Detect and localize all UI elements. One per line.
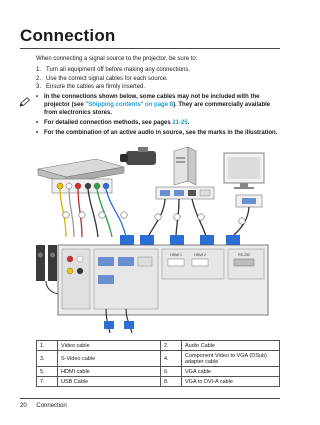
- cable-number: 5.: [37, 367, 58, 377]
- note-item: [36, 120, 284, 128]
- cable-number: 4.: [161, 351, 182, 367]
- note-text: ). They are commercially available from electronics stores.: [44, 101, 271, 116]
- cable-name: Video cable: [58, 341, 161, 351]
- step-item: [36, 66, 190, 75]
- note-pencil-icon: [19, 97, 31, 107]
- computer-tower-illustration: [174, 147, 196, 185]
- footer-section: Connection: [36, 403, 67, 409]
- monitor-illustration: [224, 153, 264, 189]
- note-text: In the connections shown below, some cables may not be included with the projector (see: [44, 94, 260, 108]
- step-text: Use the correct signal cables for each source.: [46, 75, 168, 82]
- step-item: [36, 83, 190, 92]
- step-number: 2.: [36, 75, 42, 82]
- cable-number: 3.: [37, 351, 58, 367]
- hdmi2-port-label: HDMI 2: [194, 253, 206, 257]
- step-item: [36, 75, 190, 84]
- cable-number: 2.: [161, 341, 182, 351]
- cable-number-markers: [63, 212, 245, 224]
- note-text: For detailed connection methods, see pages: [44, 119, 173, 126]
- cable-number: 6.: [161, 367, 182, 377]
- cable-name: HDMI cable: [58, 367, 161, 377]
- step-text: Turn all equipment off before making any connections.: [46, 67, 191, 73]
- pages-link[interactable]: 21-25: [172, 119, 188, 126]
- note-item: [36, 94, 284, 117]
- intro-text: When connecting a signal source to the projector, be sure to:: [36, 56, 198, 62]
- projector-rear-panel: [58, 245, 268, 315]
- cable-number: 1.: [37, 341, 58, 351]
- page-footer: [20, 403, 67, 409]
- connection-diagram: [36, 145, 270, 335]
- cable-bundle: [60, 189, 249, 237]
- title-rule: [20, 48, 280, 49]
- note-item: • For the combination of an active audio in source, see the marks in the illustration.: [36, 130, 284, 138]
- step-number: 3.: [36, 84, 42, 90]
- page-title: Connection: [20, 26, 116, 45]
- page-number: 20: [20, 403, 27, 409]
- notes-list: [36, 94, 284, 140]
- cable-number: 8.: [161, 377, 182, 387]
- cable-name: VGA cable: [182, 367, 280, 377]
- table-row: [37, 377, 280, 387]
- cable-legend-table: [36, 340, 280, 387]
- cable-name: Component Video to VGA (DSub) adapter cable: [182, 351, 280, 367]
- camcorder-illustration: [120, 147, 156, 165]
- cable-number: 7.: [37, 377, 58, 387]
- cable-name: S-Video cable: [58, 351, 161, 367]
- note-text: .: [187, 119, 190, 126]
- hdmi1-port-label: HDMI 1: [170, 253, 182, 257]
- step-text: Ensure the cables are firmly inserted.: [46, 84, 146, 90]
- footer-rule: [20, 398, 280, 399]
- step-number: 1.: [36, 67, 42, 73]
- rs232-port-label: RS-232: [238, 253, 250, 257]
- shipping-contents-link[interactable]: "Shipping contents" on page 8: [85, 101, 174, 108]
- cable-name: Audio Cable: [182, 341, 280, 351]
- table-row: [37, 341, 280, 351]
- cable-name: VGA to DVI-A cable: [182, 377, 280, 387]
- table-row: [37, 351, 280, 367]
- preparation-steps: [36, 66, 190, 92]
- cable-name: USB Cable: [58, 377, 161, 387]
- table-row: [37, 367, 280, 377]
